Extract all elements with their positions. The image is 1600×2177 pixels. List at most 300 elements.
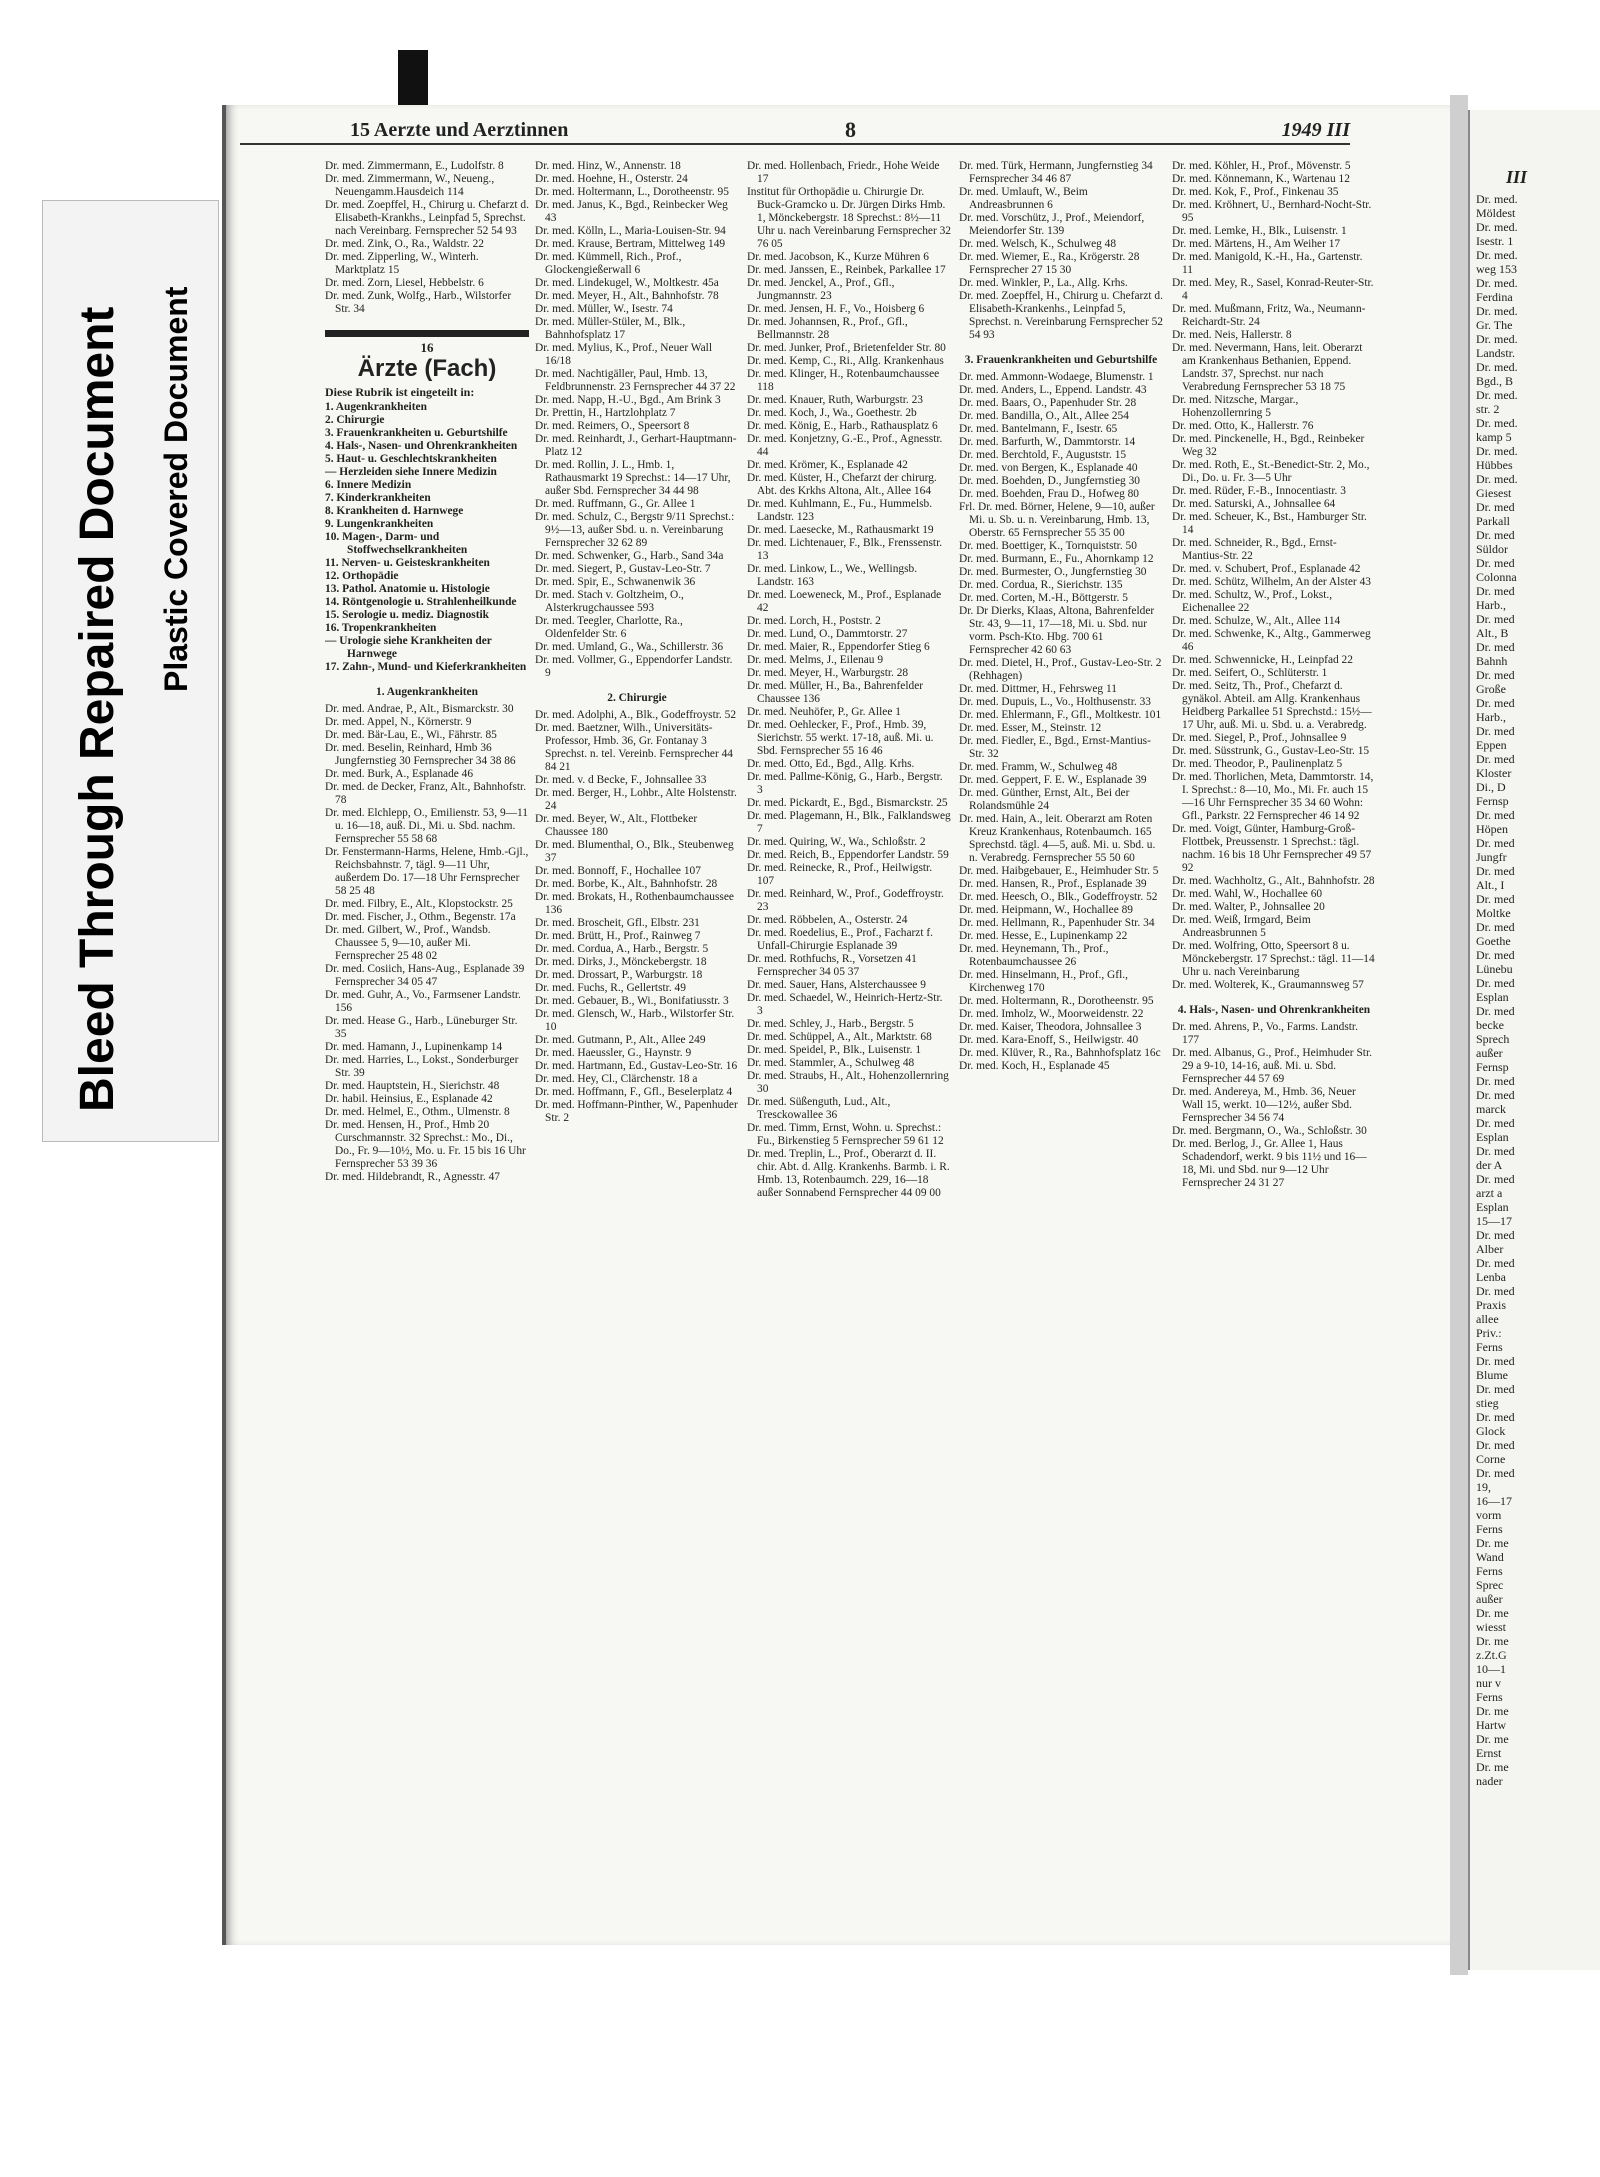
section-topics-entry: 1. Augenkrankheiten xyxy=(325,401,427,413)
column-5 xyxy=(1172,160,1376,1950)
adjacent-page-line: Dr. med. xyxy=(1476,248,1518,262)
adjacent-page-line: Esplan xyxy=(1476,1200,1509,1214)
col5_top-entry: Dr. med. Schütz, Wilhelm, An der Alster 43 xyxy=(1172,576,1371,588)
col4_bottom-entry: Dr. med. Günther, Ernst, Alt., Bei der Rolandsmühle 24 xyxy=(959,787,1130,812)
col4_bottom-entry: Dr. med. Koch, H., Esplanade 45 xyxy=(959,1060,1110,1072)
col2_top-entry: Dr. med. Krause, Bertram, Mittelweg 149 xyxy=(535,238,726,250)
col1_top-entry: Dr. med. Zipperling, W., Winterh. Marktplatz 15 xyxy=(325,251,479,276)
col2_bottom-entry: Dr. med. Gutmann, P., Alt., Allee 249 xyxy=(535,1034,706,1046)
col1_bottom-entry: Dr. med. Hauptstein, H., Sierichstr. 48 xyxy=(325,1080,500,1092)
col2_top-entry: Dr. med. Lindekugel, W., Moltkestr. 45a xyxy=(535,277,719,289)
adjacent-page-line: Dr. med xyxy=(1476,836,1515,850)
col5_top-entry: Dr. med. Theodor, P., Paulinenplatz 5 xyxy=(1172,758,1343,770)
col3-entry: Dr. med. Pickardt, E., Bgd., Bismarckstr. 25 xyxy=(747,797,948,809)
col5_top-entry: Dr. med. Rüder, F.-B., Innocentiastr. 3 xyxy=(1172,485,1346,497)
adjacent-page-line: außer xyxy=(1476,1592,1503,1606)
col2_bottom-entry: Dr. med. Broscheit, Gfl., Elbstr. 231 xyxy=(535,917,700,929)
col4_bottom-entry: Dr. med. Heynemann, Th., Prof., Rotenbaumchaussee 26 xyxy=(959,943,1109,968)
col5_bottom-entry: Dr. med. Bergmann, O., Wa., Schloßstr. 30 xyxy=(1172,1125,1367,1137)
section-topics-entry: 9. Lungenkrankheiten xyxy=(325,518,434,530)
adjacent-page-line: Lenba xyxy=(1476,1270,1506,1284)
adjacent-page-line: Harb., xyxy=(1476,598,1506,612)
col3-entry: Dr. med. Melms, J., Eilenau 9 xyxy=(747,654,884,666)
adjacent-page-line: Dr. med. xyxy=(1476,472,1518,486)
col4_top-entry: Dr. med. Wiemer, E., Ra., Krögerstr. 28 Fernsprecher 27 15 30 xyxy=(959,251,1140,276)
col3-entry: Dr. med. Schaedel, W., Heinrich-Hertz-Str. 3 xyxy=(747,992,943,1017)
col4_bottom-entry: Dr. med. Boettiger, K., Tornquiststr. 50 xyxy=(959,540,1137,552)
col3-entry: Dr. med. Pallme-König, G., Harb., Bergstr. 3 xyxy=(747,771,943,796)
col4_top-entry: Dr. med. Welsch, K., Schulweg 48 xyxy=(959,238,1117,250)
col2_top-entry: Dr. med. Rollin, J. L., Hmb. 1, Rathausmarkt 19 Sprechst.: 14—17 Uhr, außer Sbd. Fernsprecher 34 44 98 xyxy=(535,459,731,497)
section-topics-entry: 6. Innere Medizin xyxy=(325,479,412,491)
col2_bottom-entry: Dr. med. Brokats, H., Rothenbaumchaussee 136 xyxy=(535,891,734,916)
section-topics-entry: 14. Röntgenologie u. Strahlenheilkunde xyxy=(325,596,517,608)
col4_bottom-entry: Dr. med. Heesch, O., Blk., Godeffroystr. 52 xyxy=(959,891,1158,903)
section-topics-entry: 5. Haut- u. Geschlechtskrankheiten xyxy=(325,453,497,465)
col3-entry: Dr. med. Reich, B., Eppendorfer Landstr. 59 xyxy=(747,849,949,861)
adjacent-page-line: Dr. med xyxy=(1476,528,1515,542)
col2_bottom-entry: Dr. med. Haeussler, G., Haynstr. 9 xyxy=(535,1047,692,1059)
adjacent-page-line: str. 2 xyxy=(1476,402,1500,416)
col4-top-list xyxy=(959,160,1163,342)
col2_bottom-entry: Dr. med. Glensch, W., Harb., Wilstorfer Str. 10 xyxy=(535,1008,735,1033)
col3-entry: Dr. med. Oehlecker, F., Prof., Hmb. 39, Sierichstr. 55 werkt. 17-18, auß. Mi. u. Sbd. Fernsprecher 55 16 46 xyxy=(747,719,934,757)
col3-entry: Dr. med. Johannsen, R., Prof., Gfl., Bellmannstr. 28 xyxy=(747,316,908,341)
col3-entry: Dr. med. Rothfuchs, R., Vorsetzen 41 Fernsprecher 34 05 37 xyxy=(747,953,917,978)
col4_top-entry: Dr. med. Türk, Hermann, Jungfernstieg 34 Fernsprecher 34 46 87 xyxy=(959,160,1153,185)
adjacent-page-line: Dr. med xyxy=(1476,808,1515,822)
col4_bottom-entry: Dr. med. Dittmer, H., Fehrsweg 11 xyxy=(959,683,1117,695)
section-topics-entry: 16. Tropenkrankheiten xyxy=(325,622,437,634)
col5_top-entry: Dr. med. Schulze, W., Alt., Allee 114 xyxy=(1172,615,1341,627)
col3-entry: Dr. med. Treplin, L., Prof., Oberarzt d. II. chir. Abt. d. Allg. Krankenhs. Barmb. i. R. Hmb. 13, Rotenbaumch. 229, 16—18 außer Sonnabend Fernsprecher 44 09 00 xyxy=(747,1148,950,1199)
column-1 xyxy=(325,160,529,1950)
col4_top-entry: Dr. med. Winkler, P., La., Allg. Krhs. xyxy=(959,277,1128,289)
col5_top-entry: Dr. med. Lemke, H., Blk., Luisenstr. 1 xyxy=(1172,225,1347,237)
col5_top-entry: Dr. med. Schneider, R., Bgd., Ernst-Mantius-Str. 22 xyxy=(1172,537,1337,562)
adjacent-page-line: Eppen xyxy=(1476,738,1507,752)
col2_top-entry: Dr. med. Stach v. Goltzheim, O., Alsterkrugchaussee 593 xyxy=(535,589,684,614)
adjacent-page-line: Dr. med xyxy=(1476,920,1515,934)
col5_top-entry: Dr. med. Könnemann, K., Wartenau 12 xyxy=(1172,173,1350,185)
col4_bottom-entry: Dr. med. Corten, M.-H., Böttgerstr. 5 xyxy=(959,592,1128,604)
col5_top-entry: Dr. med. Wolterek, K., Graumannsweg 57 xyxy=(1172,979,1364,991)
col2_bottom-entry: Dr. med. Adolphi, A., Blk., Godeffroystr. 52 xyxy=(535,709,737,721)
adjacent-page-line: Dr. med xyxy=(1476,1228,1515,1242)
section-topics-entry: — Urologie siehe Krankheiten der Harnwege xyxy=(325,635,492,660)
col2_top-entry: Dr. med. Müller, W., Isestr. 74 xyxy=(535,303,673,315)
adjacent-page-line: Dr. med. xyxy=(1476,192,1518,206)
adjacent-page-line: Dr. med xyxy=(1476,948,1515,962)
adjacent-page-line: Blume xyxy=(1476,1368,1508,1382)
col5_top-entry: Dr. med. Saturski, A., Johnsallee 64 xyxy=(1172,498,1336,510)
col5_bottom-entry: Dr. med. Albanus, G., Prof., Heimhuder Str. 29 a 9-10, 14-16, auß. Mi. u. Sbd. Fernsprecher 44 57 69 xyxy=(1172,1047,1372,1085)
col2_top-entry: Dr. med. Ruffmann, G., Gr. Allee 1 xyxy=(535,498,696,510)
adjacent-page-line: Dr. med xyxy=(1476,1116,1515,1130)
adjacent-page-line: Bahnh xyxy=(1476,654,1508,668)
col2_bottom-entry: Dr. med. Drossart, P., Warburgstr. 18 xyxy=(535,969,703,981)
adjacent-page-line: Dr. med xyxy=(1476,1144,1515,1158)
col5_top-entry: Dr. med. Walter, P., Johnsallee 20 xyxy=(1172,901,1325,913)
col3-entry: Dr. med. Küster, H., Chefarzt der chirurg. Abt. des Krkhs Altona, Alt., Allee 164 xyxy=(747,472,937,497)
col1_bottom-entry: Dr. med. Hease G., Harb., Lüneburger Str. 35 xyxy=(325,1015,518,1040)
col3-entry: Dr. med. Reinecke, R., Prof., Heilwigstr. 107 xyxy=(747,862,933,887)
col3-entry: Dr. med. Klinger, H., Rotenbaumchaussee 118 xyxy=(747,368,940,393)
col2_top-entry: Dr. med. Kölln, L., Maria-Louisen-Str. 94 xyxy=(535,225,726,237)
adjacent-page-line: Dr. med xyxy=(1476,1354,1515,1368)
col4_top-entry: Dr. med. Zoepffel, H., Chirurg u. Chefarzt d. Elisabeth-Krankenhs., Leinpfad 5, Sprechst. n. Vereinbarung Fernsprecher 52 54 93 xyxy=(959,290,1163,341)
col3-entry: Dr. med. Jenckel, A., Prof., Gfl., Jungmannstr. 23 xyxy=(747,277,895,302)
col1_bottom-entry: Dr. med. Appel, N., Körnerstr. 9 xyxy=(325,716,472,728)
col4_bottom-entry: Dr. med. Hain, A., leit. Oberarzt am Roten Kreuz Krankenhaus, Rotenbaumch. 165 Sprechstd. tägl. 4—5, auß. Mi. u. Sbd. u. n. Verabredg. Fernsprecher 55 50 60 xyxy=(959,813,1156,864)
col2_top-entry: Dr. med. Kümmell, Rich., Prof., Glockengießerwall 6 xyxy=(535,251,682,276)
col5_top-entry: Dr. med. Weiß, Irmgard, Beim Andreasbrunnen 5 xyxy=(1172,914,1311,939)
col5_top-entry: Dr. med. Kröhnert, U., Bernhard-Nocht-Str. 95 xyxy=(1172,199,1372,224)
col3-entry: Dr. med. Lund, O., Dammtorstr. 27 xyxy=(747,628,908,640)
col2_bottom-entry: Dr. med. Berger, H., Lohbr., Alte Holstenstr. 24 xyxy=(535,787,737,812)
col1_bottom-entry: Dr. med. Burk, A., Esplanade 46 xyxy=(325,768,474,780)
col1-bottom-list xyxy=(325,703,529,1184)
section-topics-entry: — Herzleiden siehe Innere Medizin xyxy=(325,466,497,478)
adjacent-page-line: Dr. med xyxy=(1476,612,1515,626)
adjacent-page-line: Dr. med xyxy=(1476,696,1515,710)
col4_bottom-entry: Dr. med. Barfurth, W., Dammtorstr. 14 xyxy=(959,436,1136,448)
col2_bottom-entry: Dr. med. Bonnoff, F., Hochallee 107 xyxy=(535,865,701,877)
col2_bottom-entry: Dr. med. Dirks, J., Mönckebergstr. 18 xyxy=(535,956,707,968)
col5_top-entry: Dr. med. Seifert, O., Schlüterstr. 1 xyxy=(1172,667,1328,679)
col1_top-entry: Dr. med. Zink, O., Ra., Waldstr. 22 xyxy=(325,238,484,250)
col2_top-entry: Dr. med. Siegert, P., Gustav-Leo-Str. 7 xyxy=(535,563,711,575)
col2_bottom-entry: Dr. med. Hartmann, Ed., Gustav-Leo-Str. 16 xyxy=(535,1060,738,1072)
adjacent-page-line: 10—1 xyxy=(1476,1662,1506,1676)
adjacent-page-line: Dr. med xyxy=(1476,556,1515,570)
adjacent-page-line: Dr. med. xyxy=(1476,220,1518,234)
col4_bottom-entry: Dr. med. Framm, W., Schulweg 48 xyxy=(959,761,1118,773)
adjacent-page-line: Dr. med xyxy=(1476,1088,1515,1102)
adjacent-page-line: Dr. med xyxy=(1476,724,1515,738)
page-gutter xyxy=(1450,95,1468,1975)
col3-entry: Dr. med. Röbbelen, A., Osterstr. 24 xyxy=(747,914,908,926)
adjacent-page-line: Dr. med xyxy=(1476,640,1515,654)
col4_bottom-entry: Dr. med. Geppert, F. E. W., Esplanade 39 xyxy=(959,774,1147,786)
col2_top-entry: Dr. med. Reimers, O., Speersort 8 xyxy=(535,420,690,432)
col1_bottom-entry: Dr. med. Beselin, Reinhard, Hmb 36 Jungfernstieg 30 Fernsprecher 34 38 86 xyxy=(325,742,516,767)
adjacent-page-line: Gr. The xyxy=(1476,318,1513,332)
section-topics-entry: 11. Nerven- u. Geisteskrankheiten xyxy=(325,557,490,569)
col1_bottom-entry: Dr. med. Gilbert, W., Prof., Wandsb. Chaussee 5, 9—10, außer Mi. Fernsprecher 25 48 02 xyxy=(325,924,491,962)
col4_top-entry: Dr. med. Umlauft, W., Beim Andreasbrunnen 6 xyxy=(959,186,1088,211)
adjacent-page-line: Große xyxy=(1476,682,1506,696)
col4-bottom-list xyxy=(959,371,1163,1073)
adjacent-page-line: Möldest xyxy=(1476,206,1516,220)
col4_bottom-entry: Dr. med. Boehden, D., Jungfernstieg 30 xyxy=(959,475,1140,487)
col5_top-entry: Dr. med. Schwennicke, H., Leinpfad 22 xyxy=(1172,654,1353,666)
col2_top-entry: Dr. med. Meyer, H., Alt., Bahnhofstr. 78 xyxy=(535,290,719,302)
adjacent-page-line: stieg xyxy=(1476,1396,1499,1410)
col2_top-entry: Dr. med. Janus, K., Bgd., Reinbecker Weg 43 xyxy=(535,199,728,224)
col4_bottom-entry: Dr. med. Holtermann, R., Dorotheenstr. 95 xyxy=(959,995,1154,1007)
col2_top-entry: Dr. med. Hinz, W., Annenstr. 18 xyxy=(535,160,681,172)
section-topics-entry: 2. Chirurgie xyxy=(325,414,385,426)
adjacent-page-line: Dr. me xyxy=(1476,1760,1509,1774)
overlay-label-sub: Plastic Covered Document xyxy=(158,286,194,692)
col4_bottom-entry: Dr. med. Klüver, R., Ra., Bahnhofsplatz 16c xyxy=(959,1047,1161,1059)
adjacent-page-text xyxy=(1476,110,1527,1788)
adjacent-page-line: 19, xyxy=(1476,1480,1491,1494)
col1_bottom-entry: Dr. med. Guhr, A., Vo., Farmsener Landstr. 156 xyxy=(325,989,521,1014)
adjacent-page-line: Moltke xyxy=(1476,906,1511,920)
adjacent-page-line: weg 153 xyxy=(1476,262,1517,276)
adjacent-page-line: Dr. med. xyxy=(1476,388,1518,402)
adjacent-page-line: Dr. med xyxy=(1476,752,1515,766)
col3-entry: Dr. med. Roedelius, E., Prof., Facharzt f. Unfall-Chirurgie Esplanade 39 xyxy=(747,927,934,952)
col1_bottom-entry: Dr. med. Elchlepp, O., Emilienstr. 53, 9—11 u. 16—18, auß. Di., Mi. u. Sbd. nachm. Fernsprecher 55 58 68 xyxy=(325,807,528,845)
col4_bottom-entry: Dr. med. Burmester, O., Jungfernstieg 30 xyxy=(959,566,1147,578)
col3-entry: Dr. med. Neuhöfer, P., Gr. Allee 1 xyxy=(747,706,901,718)
column-2 xyxy=(535,160,739,1950)
col5_top-entry: Dr. med. v. Schubert, Prof., Esplanade 42 xyxy=(1172,563,1361,575)
col5-top-list xyxy=(1172,160,1376,992)
col4_bottom-entry: Dr. med. Esser, M., Steinstr. 12 xyxy=(959,722,1102,734)
col5_top-entry: Dr. med. Wahl, W., Hochallee 60 xyxy=(1172,888,1323,900)
adjacent-page-line: Dr. med xyxy=(1476,892,1515,906)
adjacent-page-line: Ferns xyxy=(1476,1340,1503,1354)
col5_bottom-entry: Dr. med. Ahrens, P., Vo., Farms. Landstr. 177 xyxy=(1172,1021,1358,1046)
col5_top-entry: Dr. med. Nitzsche, Margar., Hohenzollernring 5 xyxy=(1172,394,1299,419)
col4_bottom-entry: Dr. med. Bandilla, O., Alt., Allee 254 xyxy=(959,410,1129,422)
col1_bottom-entry: Dr. med. Filbry, E., Alt., Klopstockstr. 25 xyxy=(325,898,513,910)
col1_bottom-entry: Dr. med. Harries, L., Lokst., Sonderburger Str. 39 xyxy=(325,1054,519,1079)
col1_bottom-entry: Dr. med. Hensen, H., Prof., Hmb 20 Curschmannstr. 32 Sprechst.: Mo., Di., Do., Fr. 9—10½, Mo. u. Fr. 15 bis 16 Uhr Fernsprecher 53 39 36 xyxy=(325,1119,526,1170)
col4_bottom-entry: Dr. med. Hellmann, R., Papenhuder Str. 34 xyxy=(959,917,1155,929)
col2_top-entry: Dr. med. Müller-Stüler, M., Blk., Bahnhofsplatz 17 xyxy=(535,316,686,341)
adjacent-page-line: Dr. med xyxy=(1476,1074,1515,1088)
col2_top-entry: Dr. med. Napp, H.-U., Bgd., Am Brink 3 xyxy=(535,394,721,406)
col2_top-entry: Dr. med. Umland, G., Wa., Schillerstr. 36 xyxy=(535,641,724,653)
col5_top-entry: Dr. med. Mey, R., Sasel, Konrad-Reuter-Str. 4 xyxy=(1172,277,1374,302)
section-topics-entry: 15. Serologie u. mediz. Diagnostik xyxy=(325,609,490,621)
col3-entry: Dr. med. Speidel, P., Blk., Luisenstr. 1 xyxy=(747,1044,922,1056)
adjacent-page-header: III xyxy=(1506,167,1528,187)
adjacent-page-line: marck xyxy=(1476,1102,1506,1116)
adjacent-page-line: Sprech xyxy=(1476,1032,1510,1046)
section-topics-entry: 7. Kinderkrankheiten xyxy=(325,492,431,504)
adjacent-page-line: Dr. med. xyxy=(1476,304,1518,318)
col2_bottom-entry: Dr. med. v. d Becke, F., Johnsallee 33 xyxy=(535,774,707,786)
adjacent-page-line: Süldor xyxy=(1476,542,1509,556)
scan-bottom-margin xyxy=(0,2060,1600,2177)
page-header xyxy=(240,115,1350,145)
section-topics-entry: 13. Pathol. Anatomie u. Histologie xyxy=(325,583,490,595)
adjacent-page-line: nader xyxy=(1476,1774,1503,1788)
col4_bottom-entry: Dr. med. Haibgebauer, E., Heimhuder Str. 5 xyxy=(959,865,1159,877)
col2_bottom-entry: Dr. med. Brütt, H., Prof., Rainweg 7 xyxy=(535,930,701,942)
col4_bottom-entry: Dr. med. Hinselmann, H., Prof., Gfl., Kirchenweg 170 xyxy=(959,969,1128,994)
adjacent-page-line: Dr. med xyxy=(1476,584,1515,598)
col4_bottom-entry: Dr. med. Fiedler, E., Bgd., Ernst-Mantius-Str. 32 xyxy=(959,735,1151,760)
col3-entry: Dr. med. Maier, R., Eppendorfer Stieg 6 xyxy=(747,641,930,653)
col5_top-entry: Dr. med. Kok, F., Prof., Finkenau 35 xyxy=(1172,186,1339,198)
col4_bottom-entry: Dr. Dr Dierks, Klaas, Altona, Bahrenfelder Str. 43, 9—11, 17—18, Mi. u. Sbd. nur vorm. Psch-Kto. Hbg. 700 61 Fernsprecher 42 60 63 xyxy=(959,605,1155,656)
col1_bottom-entry: Dr. habil. Heinsius, E., Esplanade 42 xyxy=(325,1093,493,1105)
adjacent-page-line: Dr. me xyxy=(1476,1536,1509,1550)
col3-entry: Dr. med. Konjetzny, G.-E., Prof., Agnesstr. 44 xyxy=(747,433,943,458)
adjacent-page-line: Dr. me xyxy=(1476,1634,1509,1648)
col4_bottom-entry: Dr. med. Dietel, H., Prof., Gustav-Leo-Str. 2 (Rehhagen) xyxy=(959,657,1162,682)
col2_top-entry: Dr. med. Teegler, Charlotte, Ra., Oldenfelder Str. 6 xyxy=(535,615,683,640)
header-left: 15 Aerzte und Aerztinnen xyxy=(350,119,569,141)
adjacent-page-line: Dr. med xyxy=(1476,1004,1515,1018)
col2-top-list xyxy=(535,160,739,680)
col1-top-list xyxy=(325,160,529,316)
adjacent-page-line: Kloster xyxy=(1476,766,1512,780)
col2_bottom-entry: Dr. med. Cordua, A., Harb., Bergstr. 5 xyxy=(535,943,709,955)
col3-entry: Dr. med. Lorch, H., Poststr. 2 xyxy=(747,615,881,627)
col4_bottom-entry: Dr. med. Dupuis, L., Vo., Holthusenstr. 33 xyxy=(959,696,1151,708)
col5_bottom-entry: Dr. med. Andereya, M., Hmb. 36, Neuer Wall 15, werkt. 10—12½, außer Sbd. Fernsprecher 34 56 74 xyxy=(1172,1086,1356,1124)
adjacent-page-line: vorm xyxy=(1476,1508,1502,1522)
col5_top-entry: Dr. med. Köhler, H., Prof., Mövenstr. 5 xyxy=(1172,160,1351,172)
adjacent-page-line: Ernst xyxy=(1476,1746,1502,1760)
col5_top-entry: Dr. med. Wolfring, Otto, Speersort 8 u. Mönckebergstr. 17 Sprechst.: tägl. 11—14 Uhr u. nach Vereinbarung xyxy=(1172,940,1375,978)
adjacent-page-line: Esplan xyxy=(1476,990,1509,1004)
header-right: 1949 III xyxy=(1281,119,1350,141)
adjacent-page-line: Dr. med xyxy=(1476,1284,1515,1298)
col3-entry: Dr. med. Schley, J., Harb., Bergstr. 5 xyxy=(747,1018,914,1030)
adjacent-page-line: Isestr. 1 xyxy=(1476,234,1514,248)
col5_top-entry: Dr. med. Nevermann, Hans, leit. Oberarzt am Krankenhaus Bethanien, Eppend. Landstr. 37, Sprechst. nur nach Verabredung Fernsprecher 53 18 75 xyxy=(1172,342,1363,393)
adjacent-page-line: Dr. med xyxy=(1476,1438,1515,1452)
adjacent-page-line: Sprec xyxy=(1476,1578,1504,1592)
col4_top-entry: Dr. med. Vorschütz, J., Prof., Meiendorf, Meiendorfer Str. 139 xyxy=(959,212,1145,237)
section-topics-entry: 3. Frauenkrankheiten u. Geburtshilfe xyxy=(325,427,508,439)
col3-entry: Dr. med. Kuhlmann, E., Fu., Hummelsb. Landstr. 123 xyxy=(747,498,933,523)
adjacent-page-line: Fernsp xyxy=(1476,794,1509,808)
adjacent-page xyxy=(1468,110,1600,1970)
adjacent-page-line: Giesest xyxy=(1476,486,1512,500)
col3-entry: Dr. med. Quiring, W., Wa., Schloßstr. 2 xyxy=(747,836,926,848)
adjacent-page-line: außer xyxy=(1476,1046,1503,1060)
column-3 xyxy=(747,160,951,1950)
adjacent-page-line: Dr. med xyxy=(1476,1466,1515,1480)
column-4 xyxy=(959,160,1163,1950)
col3-entry: Dr. med. Timm, Ernst, Wohn. u. Sprechst.: Fu., Birkenstieg 5 Fernsprecher 59 61 12 xyxy=(747,1122,944,1147)
adjacent-page-line: Jungfr xyxy=(1476,850,1507,864)
col5_top-entry: Dr. med. Pinckenelle, H., Bgd., Reinbeker Weg 32 xyxy=(1172,433,1365,458)
col4_bottom-entry: Dr. med. Hesse, E., Lupinenkamp 22 xyxy=(959,930,1128,942)
col5_top-entry: Dr. med. Scheuer, K., Bst., Hamburger Str. 14 xyxy=(1172,511,1367,536)
subhead-frauen: 3. Frauenkrankheiten und Geburtshilfe xyxy=(964,354,1158,366)
adjacent-page-line: Dr. med xyxy=(1476,976,1515,990)
adjacent-page-line: Glock xyxy=(1476,1424,1506,1438)
col4_bottom-entry: Dr. med. von Bergen, K., Esplanade 40 xyxy=(959,462,1138,474)
adjacent-page-line: Dr. med. xyxy=(1476,416,1518,430)
col4_bottom-entry: Dr. med. Anders, L., Eppend. Landstr. 43 xyxy=(959,384,1147,396)
adjacent-page-line: Corne xyxy=(1476,1452,1506,1466)
col2_top-entry: Dr. med. Reinhardt, J., Gerhart-Hauptmann-Platz 12 xyxy=(535,433,737,458)
adjacent-page-line: kamp 5 xyxy=(1476,430,1512,444)
col5_top-entry: Dr. med. Roth, E., St.-Benedict-Str. 2, Mo., Di., Do. u. Fr. 3—5 Uhr xyxy=(1172,459,1370,484)
subhead-chirurgie: 2. Chirurgie xyxy=(607,692,667,704)
col5_top-entry: Dr. med. Otto, K., Hallerstr. 76 xyxy=(1172,420,1314,432)
adjacent-page-line: Dr. me xyxy=(1476,1606,1509,1620)
adjacent-page-line: der A xyxy=(1476,1158,1503,1172)
col4_bottom-entry: Dr. med. Heipmann, W., Hochallee 89 xyxy=(959,904,1133,916)
col2_bottom-entry: Dr. med. Hoffmann, F., Gfl., Beselerplatz 4 xyxy=(535,1086,733,1098)
adjacent-page-line: Dr. med. xyxy=(1476,332,1518,346)
col5_top-entry: Dr. med. Süsstrunk, G., Gustav-Leo-Str. 15 xyxy=(1172,745,1370,757)
adjacent-page-line: wiesst xyxy=(1476,1620,1506,1634)
col3-entry: Dr. med. Koch, J., Wa., Goethestr. 2b xyxy=(747,407,917,419)
col1_bottom-entry: Dr. med. Helmel, E., Othm., Ulmenstr. 8 xyxy=(325,1106,510,1118)
adjacent-page-line: Wand xyxy=(1476,1550,1504,1564)
col3-entry: Dr. med. Meyer, H., Warburgstr. 28 xyxy=(747,667,909,679)
col3-entry: Dr. med. Plagemann, H., Blk., Falklandsweg 7 xyxy=(747,810,951,835)
col4_bottom-entry: Dr. med. Ammonn-Wodaege, Blumenstr. 1 xyxy=(959,371,1154,383)
col5_top-entry: Dr. med. Schultz, W., Prof., Lokst., Eichenallee 22 xyxy=(1172,589,1333,614)
adjacent-page-line: Dr. med xyxy=(1476,1382,1515,1396)
section-topics-entry: 12. Orthopädie xyxy=(325,570,399,582)
adjacent-page-line: Hartw xyxy=(1476,1718,1506,1732)
col2_top-entry: Dr. med. Schwenker, G., Harb., Sand 34a xyxy=(535,550,724,562)
col5_top-entry: Dr. med. Märtens, H., Am Weiher 17 xyxy=(1172,238,1341,250)
col4_bottom-entry: Dr. med. Cordua, R., Sierichstr. 135 xyxy=(959,579,1123,591)
col3-entry: Dr. med. Jensen, H. F., Vo., Hoisberg 6 xyxy=(747,303,925,315)
section-title: Ärzte (Fach) xyxy=(357,355,497,382)
adjacent-page-line: Ferns xyxy=(1476,1690,1503,1704)
col3-entry: Dr. med. König, E., Harb., Rathausplatz 6 xyxy=(747,420,938,432)
col2_top-entry: Dr. med. Spir, E., Schwanenwik 36 xyxy=(535,576,696,588)
col1_bottom-entry: Dr. med. Cosiich, Hans-Aug., Esplanade 39 Fernsprecher 34 05 47 xyxy=(325,963,525,988)
adjacent-page-line: Harb., xyxy=(1476,710,1506,724)
col4_bottom-entry: Dr. med. Hansen, R., Prof., Esplanade 39 xyxy=(959,878,1147,890)
adjacent-page-line: Parkall xyxy=(1476,514,1510,528)
adjacent-page-line: Alber xyxy=(1476,1242,1504,1256)
col2_bottom-entry: Dr. med. Gebauer, B., Wi., Bonifatiusstr. 3 xyxy=(535,995,729,1007)
adjacent-page-line: Alt., I xyxy=(1476,878,1505,892)
col3-entry: Dr. med. Otto, Ed., Bgd., Allg. Krhs. xyxy=(747,758,915,770)
col3-entry: Dr. med. Knauer, Ruth, Warburgstr. 23 xyxy=(747,394,924,406)
section-topics-entry: 8. Krankheiten d. Harnwege xyxy=(325,505,464,517)
col4_bottom-entry: Dr. med. Imholz, W., Moorweidenstr. 22 xyxy=(959,1008,1144,1020)
col2-bottom-list xyxy=(535,709,739,1125)
adjacent-page-line: 16—17 xyxy=(1476,1494,1512,1508)
col2_bottom-entry: Dr. med. Hoffmann-Pinther, W., Papenhuder Str. 2 xyxy=(535,1099,738,1124)
col2_bottom-entry: Dr. med. Baetzner, Wilh., Universitäts-Professor, Hmb. 36, Gr. Fontanay 3 Sprechst. n. tel. Vereinb. Fernsprecher 44 84 21 xyxy=(535,722,733,773)
adjacent-page-line: Dr. med xyxy=(1476,1410,1515,1424)
col5_top-entry: Dr. med. Neis, Hallerstr. 8 xyxy=(1172,329,1292,341)
col5_top-entry: Dr. med. Wachholtz, G., Alt., Bahnhofstr. 28 xyxy=(1172,875,1375,887)
adjacent-page-line: Dr. med xyxy=(1476,864,1515,878)
adjacent-page-line: Ferdina xyxy=(1476,290,1513,304)
adjacent-page-line: Hübbes xyxy=(1476,458,1513,472)
col1_bottom-entry: Dr. med. Hamann, J., Lupinenkamp 14 xyxy=(325,1041,503,1053)
col5_top-entry: Dr. med. Thorlichen, Meta, Dammtorstr. 14, I. Sprechst.: 8—10, Mo., Mi. Fr. auch 15—16 Uhr Fernsprecher 35 34 60 Wohn: Gfl., Parkstr. 22 Fernsprecher 46 14 92 xyxy=(1172,771,1374,822)
section-topics xyxy=(325,401,529,674)
adjacent-page-line: Dr. med. xyxy=(1476,444,1518,458)
adjacent-page-line: Alt., B xyxy=(1476,626,1509,640)
col2_bottom-entry: Dr. med. Borbe, K., Alt., Bahnhofstr. 28 xyxy=(535,878,718,890)
adjacent-page-line: Dr. med xyxy=(1476,1256,1515,1270)
col5_top-entry: Dr. med. Voigt, Günter, Hamburg-Groß-Flottbek, Preussenstr. 1 Sprechst.: tägl. nachm. 16 bis 18 Uhr Fernsprecher 49 57 92 xyxy=(1172,823,1372,874)
col4_bottom-entry: Dr. med. Kaiser, Theodora, Johnsallee 3 xyxy=(959,1021,1142,1033)
adjacent-page-line: becke xyxy=(1476,1018,1504,1032)
col2_top-entry: Dr. med. Hoehne, H., Osterstr. 24 xyxy=(535,173,688,185)
adjacent-page-lines xyxy=(1476,192,1527,1788)
col5_top-entry: Dr. med. Manigold, K.-H., Ha., Gartenstr. 11 xyxy=(1172,251,1363,276)
col3-entry: Institut für Orthopädie u. Chirurgie Dr. Buck-Gramcko u. Dr. Jürgen Dirks Hmb. 1, Mönckebergstr. 18 Sprechst.: 8½—11 Uhr u. nach Vereinbarung Fernsprecher 32 76 05 xyxy=(747,186,951,250)
adjacent-page-line: allee xyxy=(1476,1312,1499,1326)
